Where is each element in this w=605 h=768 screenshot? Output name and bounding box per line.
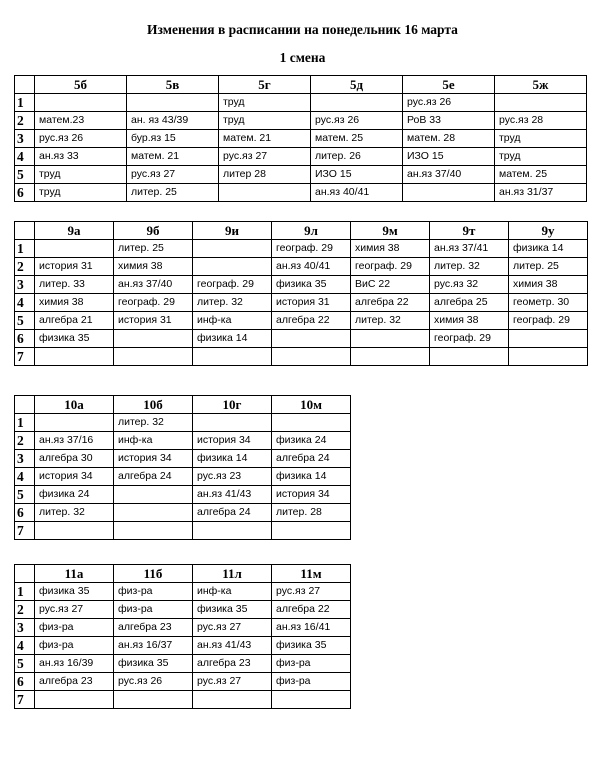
- lesson-number: 5: [15, 166, 35, 184]
- lesson-cell: рус.яз 27: [193, 673, 272, 691]
- lesson-cell: алгебра 24: [272, 450, 351, 468]
- lesson-cell: матем. 25: [311, 130, 403, 148]
- table-row: [15, 637, 351, 655]
- lesson-number: 7: [15, 522, 35, 540]
- class-header: 5г: [219, 76, 311, 94]
- lesson-cell: химия 38: [430, 312, 509, 330]
- header-row: [15, 76, 587, 94]
- lesson-cell: [272, 348, 351, 366]
- lesson-cell: труд: [35, 166, 127, 184]
- lesson-cell: географ. 29: [114, 294, 193, 312]
- lesson-cell: ан.яз 41/43: [193, 486, 272, 504]
- lesson-number: 4: [15, 637, 35, 655]
- lesson-cell: история 34: [35, 468, 114, 486]
- class-header: 11м: [272, 565, 351, 583]
- corner-cell: [15, 565, 35, 583]
- lesson-cell: история 34: [272, 486, 351, 504]
- lesson-cell: [311, 94, 403, 112]
- lesson-cell: [193, 258, 272, 276]
- table-row: [15, 655, 351, 673]
- corner-cell: [15, 396, 35, 414]
- lesson-cell: [495, 94, 587, 112]
- lesson-number: 2: [15, 258, 35, 276]
- lesson-number: 3: [15, 276, 35, 294]
- class-header: 9л: [272, 222, 351, 240]
- lesson-cell: история 34: [114, 450, 193, 468]
- lesson-cell: труд: [219, 94, 311, 112]
- lesson-cell: физика 35: [272, 276, 351, 294]
- lesson-number: 5: [15, 655, 35, 673]
- class-header: 9б: [114, 222, 193, 240]
- table-row: [15, 673, 351, 691]
- lesson-cell: [35, 522, 114, 540]
- lesson-cell: ИЗО 15: [403, 148, 495, 166]
- lesson-cell: алгебра 21: [35, 312, 114, 330]
- lesson-cell: ан.яз 33: [35, 148, 127, 166]
- lesson-cell: матем. 25: [495, 166, 587, 184]
- lesson-cell: географ. 29: [430, 330, 509, 348]
- lesson-cell: физика 24: [272, 432, 351, 450]
- lesson-cell: алгебра 24: [114, 468, 193, 486]
- lesson-number: 2: [15, 601, 35, 619]
- lesson-cell: физ-ра: [272, 673, 351, 691]
- lesson-cell: история 31: [272, 294, 351, 312]
- lesson-cell: [35, 240, 114, 258]
- lesson-cell: ан.яз 37/40: [403, 166, 495, 184]
- lesson-cell: географ. 29: [351, 258, 430, 276]
- lesson-number: 2: [15, 432, 35, 450]
- lesson-cell: труд: [495, 130, 587, 148]
- lesson-cell: алгебра 24: [193, 504, 272, 522]
- lesson-cell: инф-ка: [114, 432, 193, 450]
- lesson-cell: ан.яз 16/37: [114, 637, 193, 655]
- table-row: [15, 486, 351, 504]
- lesson-cell: физика 14: [509, 240, 588, 258]
- table-row: [15, 330, 588, 348]
- lesson-cell: [351, 330, 430, 348]
- lesson-cell: физ-ра: [272, 655, 351, 673]
- shift-subtitle: 1 смена: [279, 50, 326, 65]
- lesson-cell: ан. яз 43/39: [127, 112, 219, 130]
- lesson-cell: физика 14: [272, 468, 351, 486]
- class-header: 9и: [193, 222, 272, 240]
- table-row: [15, 504, 351, 522]
- lesson-number: 4: [15, 148, 35, 166]
- lesson-cell: [193, 414, 272, 432]
- lesson-cell: географ. 29: [509, 312, 588, 330]
- header-row: [15, 222, 588, 240]
- table-row: [15, 184, 587, 202]
- lesson-cell: литер 28: [219, 166, 311, 184]
- lesson-cell: [219, 184, 311, 202]
- lesson-cell: [272, 691, 351, 709]
- lesson-cell: [114, 330, 193, 348]
- lesson-cell: физ-ра: [35, 619, 114, 637]
- lesson-number: 1: [15, 583, 35, 601]
- lesson-cell: алгебра 23: [35, 673, 114, 691]
- lesson-cell: литер. 25: [509, 258, 588, 276]
- lesson-cell: химия 38: [35, 294, 114, 312]
- lesson-cell: литер. 33: [35, 276, 114, 294]
- lesson-cell: [351, 348, 430, 366]
- lesson-cell: химия 38: [351, 240, 430, 258]
- lesson-cell: инф-ка: [193, 583, 272, 601]
- lesson-cell: ан.яз 16/41: [272, 619, 351, 637]
- header-row: [15, 565, 351, 583]
- class-header: 10м: [272, 396, 351, 414]
- table-row: [15, 130, 587, 148]
- lesson-number: 3: [15, 130, 35, 148]
- lesson-cell: литер. 32: [114, 414, 193, 432]
- lesson-cell: матем. 21: [127, 148, 219, 166]
- table-row: [15, 258, 588, 276]
- class-header: 10а: [35, 396, 114, 414]
- class-header: 5в: [127, 76, 219, 94]
- lesson-cell: химия 38: [509, 276, 588, 294]
- lesson-cell: географ. 29: [272, 240, 351, 258]
- table-row: [15, 112, 587, 130]
- class-header: 10г: [193, 396, 272, 414]
- lesson-cell: труд: [495, 148, 587, 166]
- lesson-cell: история 31: [114, 312, 193, 330]
- lesson-number: 6: [15, 184, 35, 202]
- lesson-cell: [193, 348, 272, 366]
- lesson-number: 5: [15, 312, 35, 330]
- lesson-cell: физика 35: [114, 655, 193, 673]
- lesson-cell: [114, 691, 193, 709]
- lesson-cell: [114, 348, 193, 366]
- lesson-cell: история 31: [35, 258, 114, 276]
- lesson-cell: литер. 28: [272, 504, 351, 522]
- class-header: 10б: [114, 396, 193, 414]
- class-header: 11л: [193, 565, 272, 583]
- lesson-number: 6: [15, 330, 35, 348]
- lesson-cell: ан.яз 41/43: [193, 637, 272, 655]
- lesson-cell: инф-ка: [193, 312, 272, 330]
- lesson-number: 7: [15, 691, 35, 709]
- lesson-cell: алгебра 23: [193, 655, 272, 673]
- schedule-table-grade-10: [14, 395, 351, 540]
- lesson-number: 6: [15, 673, 35, 691]
- class-header: 5е: [403, 76, 495, 94]
- lesson-cell: рус.яз 27: [127, 166, 219, 184]
- lesson-cell: рус.яз 27: [219, 148, 311, 166]
- lesson-cell: алгебра 22: [351, 294, 430, 312]
- table-row: [15, 414, 351, 432]
- lesson-cell: история 34: [193, 432, 272, 450]
- lesson-cell: рус.яз 23: [193, 468, 272, 486]
- lesson-cell: РоВ 33: [403, 112, 495, 130]
- lesson-cell: [35, 348, 114, 366]
- lesson-number: 7: [15, 348, 35, 366]
- class-header: 11а: [35, 565, 114, 583]
- table-row: [15, 619, 351, 637]
- lesson-cell: физ-ра: [35, 637, 114, 655]
- corner-cell: [15, 76, 35, 94]
- lesson-cell: матем. 21: [219, 130, 311, 148]
- lesson-cell: ИЗО 15: [311, 166, 403, 184]
- lesson-cell: физика 35: [193, 601, 272, 619]
- lesson-cell: алгебра 30: [35, 450, 114, 468]
- table-row: [15, 522, 351, 540]
- lesson-cell: [403, 184, 495, 202]
- lesson-cell: [35, 691, 114, 709]
- lesson-cell: литер. 32: [430, 258, 509, 276]
- lesson-cell: геометр. 30: [509, 294, 588, 312]
- lesson-cell: химия 38: [114, 258, 193, 276]
- table-row: [15, 468, 351, 486]
- lesson-cell: [114, 504, 193, 522]
- lesson-cell: ВиС 22: [351, 276, 430, 294]
- lesson-cell: [509, 330, 588, 348]
- lesson-cell: литер. 32: [193, 294, 272, 312]
- table-row: [15, 240, 588, 258]
- lesson-cell: физика 35: [35, 583, 114, 601]
- table-row: [15, 294, 588, 312]
- lesson-cell: литер. 25: [127, 184, 219, 202]
- lesson-cell: рус.яз 26: [403, 94, 495, 112]
- lesson-cell: алгебра 22: [272, 601, 351, 619]
- lesson-cell: рус.яз 26: [35, 130, 127, 148]
- lesson-cell: ан.яз 40/41: [272, 258, 351, 276]
- table-row: [15, 601, 351, 619]
- lesson-cell: матем.23: [35, 112, 127, 130]
- lesson-cell: рус.яз 27: [35, 601, 114, 619]
- lesson-cell: рус.яз 32: [430, 276, 509, 294]
- class-header: 9м: [351, 222, 430, 240]
- lesson-cell: литер. 32: [35, 504, 114, 522]
- table-row: [15, 94, 587, 112]
- corner-cell: [15, 222, 35, 240]
- class-header: 9а: [35, 222, 114, 240]
- lesson-cell: [193, 522, 272, 540]
- lesson-cell: [193, 240, 272, 258]
- lesson-number: 3: [15, 450, 35, 468]
- lesson-cell: ан.яз 37/16: [35, 432, 114, 450]
- schedule-table-grade-9: [14, 221, 588, 366]
- lesson-number: 4: [15, 294, 35, 312]
- lesson-cell: ан.яз 16/39: [35, 655, 114, 673]
- table-row: [15, 276, 588, 294]
- table-row: [15, 583, 351, 601]
- lesson-number: 5: [15, 486, 35, 504]
- table-row: [15, 148, 587, 166]
- lesson-number: 6: [15, 504, 35, 522]
- lesson-cell: рус.яз 27: [272, 583, 351, 601]
- lesson-cell: [193, 691, 272, 709]
- lesson-cell: физ-ра: [114, 583, 193, 601]
- lesson-cell: рус.яз 28: [495, 112, 587, 130]
- lesson-cell: алгебра 22: [272, 312, 351, 330]
- lesson-cell: алгебра 25: [430, 294, 509, 312]
- lesson-cell: ан.яз 31/37: [495, 184, 587, 202]
- lesson-cell: физика 24: [35, 486, 114, 504]
- lesson-cell: [272, 330, 351, 348]
- lesson-cell: литер. 25: [114, 240, 193, 258]
- lesson-cell: ан.яз 37/41: [430, 240, 509, 258]
- lesson-cell: географ. 29: [193, 276, 272, 294]
- schedule-table-grade-5: [14, 75, 587, 202]
- lesson-cell: [35, 94, 127, 112]
- lesson-cell: ан.яз 37/40: [114, 276, 193, 294]
- lesson-number: 1: [15, 414, 35, 432]
- table-row: [15, 166, 587, 184]
- lesson-cell: физ-ра: [114, 601, 193, 619]
- class-header: 5б: [35, 76, 127, 94]
- lesson-cell: физика 14: [193, 450, 272, 468]
- class-header: 9т: [430, 222, 509, 240]
- lesson-cell: [430, 348, 509, 366]
- lesson-cell: рус.яз 26: [311, 112, 403, 130]
- lesson-cell: [35, 414, 114, 432]
- lesson-cell: [114, 486, 193, 504]
- lesson-number: 1: [15, 94, 35, 112]
- class-header: 5д: [311, 76, 403, 94]
- lesson-cell: литер. 26: [311, 148, 403, 166]
- lesson-cell: алгебра 23: [114, 619, 193, 637]
- lesson-number: 1: [15, 240, 35, 258]
- lesson-cell: литер. 32: [351, 312, 430, 330]
- lesson-cell: физика 35: [272, 637, 351, 655]
- lesson-cell: физика 35: [35, 330, 114, 348]
- table-row: [15, 348, 588, 366]
- lesson-cell: бур.яз 15: [127, 130, 219, 148]
- table-row: [15, 450, 351, 468]
- lesson-cell: физика 14: [193, 330, 272, 348]
- lesson-cell: труд: [219, 112, 311, 130]
- schedule-table-grade-11: [14, 564, 351, 709]
- lesson-cell: рус.яз 26: [114, 673, 193, 691]
- lesson-number: 4: [15, 468, 35, 486]
- lesson-cell: матем. 28: [403, 130, 495, 148]
- class-header: 5ж: [495, 76, 587, 94]
- lesson-cell: [114, 522, 193, 540]
- lesson-cell: ан.яз 40/41: [311, 184, 403, 202]
- lesson-cell: [272, 522, 351, 540]
- class-header: 9у: [509, 222, 588, 240]
- table-row: [15, 312, 588, 330]
- lesson-cell: [509, 348, 588, 366]
- lesson-cell: [127, 94, 219, 112]
- lesson-cell: труд: [35, 184, 127, 202]
- lesson-cell: рус.яз 27: [193, 619, 272, 637]
- lesson-cell: [272, 414, 351, 432]
- class-header: 11б: [114, 565, 193, 583]
- header-row: [15, 396, 351, 414]
- table-row: [15, 691, 351, 709]
- page-title: Изменения в расписании на понедельник 16 марта: [147, 22, 458, 37]
- lesson-number: 2: [15, 112, 35, 130]
- lesson-number: 3: [15, 619, 35, 637]
- table-row: [15, 432, 351, 450]
